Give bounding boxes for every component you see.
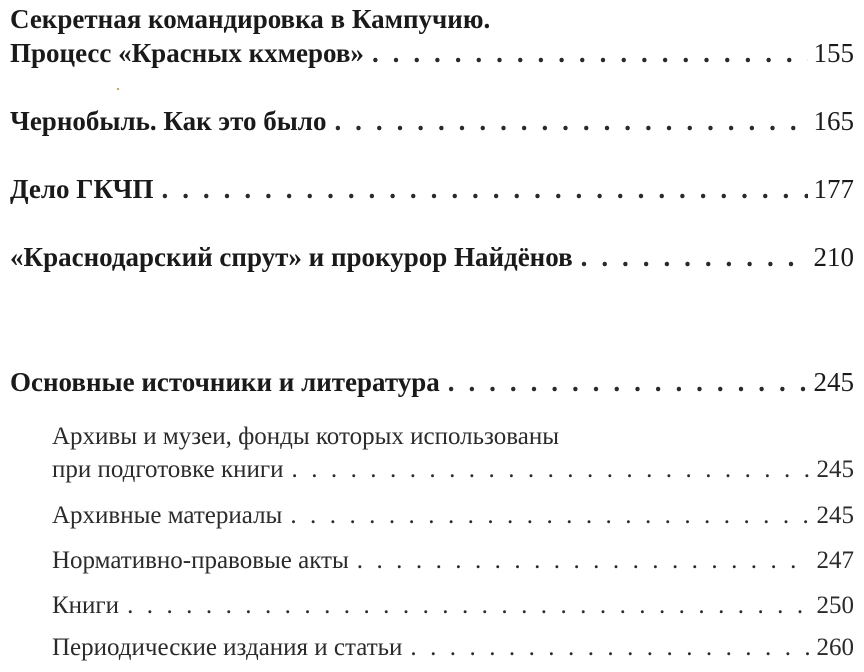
toc-entry-title: Процесс «Красных кхмеров»: [10, 38, 364, 68]
toc-page-number: 210: [813, 242, 854, 272]
toc-entry-kampuchea[interactable]: [10, 38, 854, 69]
toc-entry-gkchp[interactable]: [10, 174, 854, 205]
toc-entry-title: Чернобыль. Как это было: [10, 106, 327, 136]
toc-page-number: 177: [813, 174, 854, 204]
dot-leader: [290, 502, 810, 530]
toc-page-number: 245: [816, 456, 854, 483]
toc-entry-kampuchea-line1: Секретная командировка в Кампучию.: [10, 4, 491, 34]
toc-subentry-legal-acts[interactable]: [52, 547, 854, 575]
toc-subentry-title: Архивные материалы: [52, 502, 283, 529]
toc-page-number: 245: [816, 502, 854, 529]
toc-subentry-title: Книги: [52, 592, 120, 619]
toc-entry-sources[interactable]: [10, 367, 854, 398]
dot-leader: [581, 242, 808, 273]
toc-page-number: 155: [813, 38, 854, 68]
dot-leader: [357, 547, 811, 575]
toc-entry-chernobyl[interactable]: [10, 106, 854, 137]
toc-page-number: 260: [816, 634, 854, 661]
dot-leader: [162, 174, 808, 205]
dot-leader: [292, 456, 811, 484]
toc-subentry-title: Нормативно-правовые акты: [52, 547, 349, 574]
toc-subentry-archive-materials[interactable]: [52, 502, 854, 530]
toc-entry-title: Дело ГКЧП: [10, 174, 154, 204]
toc-subentry-books[interactable]: [52, 592, 854, 620]
toc-subentry-archives[interactable]: [52, 456, 854, 484]
toc-subentry-periodicals[interactable]: [52, 634, 854, 662]
toc-page-number: 250: [816, 592, 854, 619]
toc-subentry-title: при подготовке книги: [52, 456, 284, 483]
toc-page-number: 245: [813, 367, 854, 397]
toc-entry-title: «Краснодарский спрут» и прокурор Найдёнов: [10, 242, 573, 272]
dot-leader: [410, 634, 810, 662]
toc-subentry-archives-line1: Архивы и музеи, фонды которых использованы: [52, 423, 559, 450]
dot-leader: [448, 367, 808, 398]
toc-page-number: 247: [816, 547, 854, 574]
toc-entry-title: Основные источники и литература: [10, 367, 440, 397]
dot-leader: [372, 38, 808, 69]
dot-leader: [334, 106, 807, 137]
toc-subentry-title: Периодические издания и статьи: [52, 634, 403, 661]
print-speck: [117, 88, 119, 90]
toc-page-number: 165: [813, 106, 854, 136]
toc-entry-krasnodar[interactable]: [10, 242, 854, 273]
dot-leader: [127, 592, 810, 620]
